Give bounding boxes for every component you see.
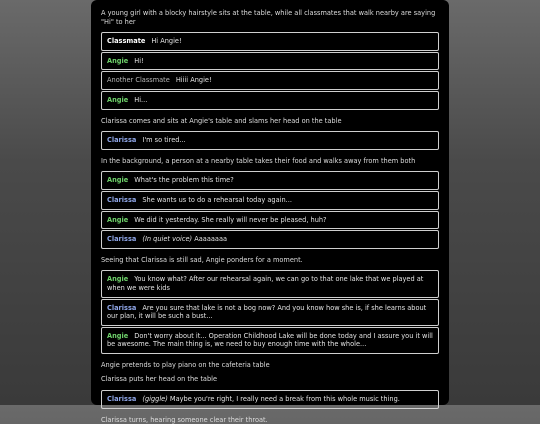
dialogue-line: [101, 32, 439, 51]
speaker-name: Angie: [107, 176, 129, 185]
speaker-name: Another Classmate: [107, 76, 170, 85]
dialogue-text: Hi...: [134, 95, 148, 104]
dialogue-text: She wants us to do a rehearsal today again...: [142, 195, 292, 204]
narration-2: Clarissa comes and sits at Angie's table and slams her head on the table: [101, 116, 342, 125]
dialogue-text: I'm so tired...: [142, 136, 186, 145]
dialogue-line: [101, 327, 439, 354]
speaker-name: Classmate: [107, 37, 146, 46]
dialogue-text: You know what? After our rehearsal again, we can go to that one lake that we played at when we were kids: [107, 275, 424, 292]
speaker-name: Angie: [107, 56, 129, 65]
speaker-name: Clarissa: [107, 303, 137, 312]
speaker-name: Clarissa: [107, 395, 137, 404]
speaker-name: Clarissa: [107, 136, 137, 145]
dialogue-text: What's the problem this time?: [134, 176, 234, 185]
story-panel: [91, 0, 449, 424]
stage-direction: (In quiet voice): [142, 235, 193, 244]
dialogue-line: [101, 71, 439, 90]
dialogue-line: [101, 191, 439, 210]
speaker-name: Angie: [107, 215, 129, 224]
speaker-name: Clarissa: [107, 235, 137, 244]
dialogue-line: [101, 171, 439, 190]
dialogue-line: [101, 270, 439, 297]
dialogue-line: [101, 390, 439, 409]
narration-3: In the background, a person at a nearby table takes their food and walks away from them both: [101, 156, 416, 165]
dialogue-text: Are you sure that lake is not a bog now? And you know how she is, if she learns about our plan, it will be such a bust...: [107, 303, 427, 321]
dialogue-line: [101, 131, 439, 150]
narration-1: A young girl with a blocky hairstyle sits at the table, while all classmates that walk nearby are saying "Hi" to her: [101, 9, 436, 26]
speaker-name: Angie: [107, 275, 129, 284]
stage-direction: (giggle): [142, 395, 168, 404]
dialogue-line: [101, 91, 439, 110]
dialogue-line: [101, 52, 439, 71]
dialogue-text: Hiiii Angie!: [175, 76, 212, 85]
dialogue-text: We did it yesterday. She really will never be pleased, huh?: [134, 215, 327, 224]
narration-6: Clarissa puts her head on the table: [101, 375, 218, 384]
narration-7: Clarissa turns, hearing someone clear their throat.: [101, 415, 268, 424]
narration-5: Angie pretends to play piano on the cafeteria table: [101, 360, 270, 369]
dialogue-line: [101, 299, 439, 326]
dialogue-line: [101, 230, 439, 249]
dialogue-text: Aaaaaaaa: [194, 235, 228, 244]
dialogue-text: Hi!: [134, 56, 144, 65]
dialogue-line: [101, 211, 439, 230]
speaker-name: Angie: [107, 331, 129, 340]
dialogue-text: Maybe you're right, I really need a break from this whole music thing.: [169, 395, 400, 404]
narration-4: Seeing that Clarissa is still sad, Angie ponders for a moment.: [101, 255, 303, 264]
speaker-name: Clarissa: [107, 195, 137, 204]
speaker-name: Angie: [107, 95, 129, 104]
dialogue-text: Hi Angie!: [151, 37, 182, 46]
dialogue-text: Don't worry about it... Operation Childhood Lake will be done today and I assure you it will be awesome. The main thing is, we need to buy enough time with the whole...: [107, 331, 433, 349]
